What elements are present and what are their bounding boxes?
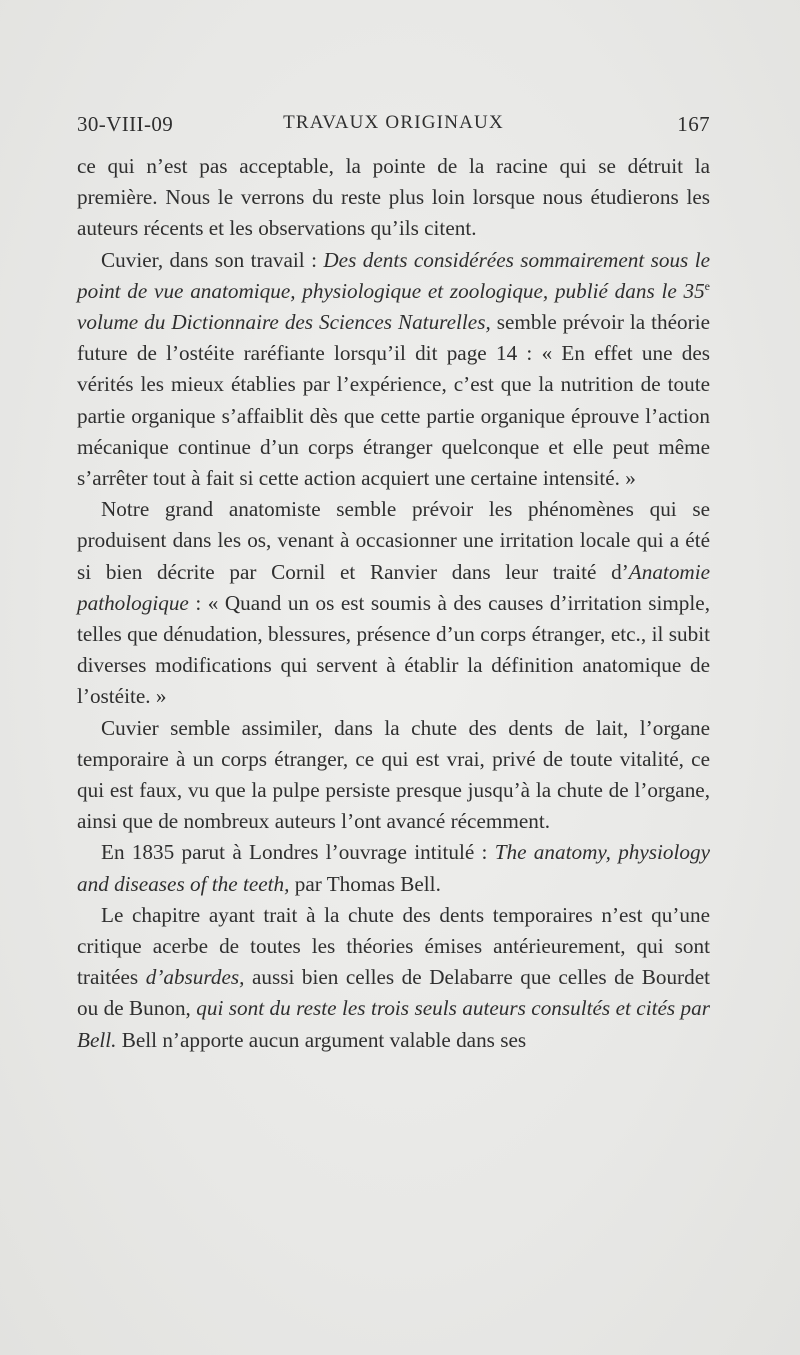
page-number: 167 [677,112,710,136]
bell-work-title: The anatomy, physiology and diseases of the teeth, [77,840,710,896]
paragraph-3-text-a: Notre grand anatomiste semble prévoir les phénomènes qui se produisent dans les os, venant à occasionner une irritation locale qui a été si bien décrite par Cornil et Ranvier dans leur traité d’ [77,497,710,584]
header-date: 30-VIII-09 [77,112,174,136]
paragraph-1 [77,151,710,245]
body-text [77,151,710,1056]
paragraph-4 [77,713,710,838]
anatomie-title: Anatomie pathologique [77,559,710,615]
header-section-title: TRAVAUX ORIGINAUX [283,112,504,133]
paragraph-5 [77,837,710,899]
paragraph-6-text-c: Bell n’apporte aucun argument valable dans ses [116,1027,527,1052]
paragraph-6 [77,900,710,1056]
paragraph-6-text-b: aussi bien celles de Delabarre que celles de Bourdet ou de Bunon, [77,965,710,1021]
cuvier-work-title-cont: volume du Dictionnaire des Sciences Naturelles, [77,310,491,335]
paragraph-1-text: ce qui n’est pas acceptable, la pointe de la racine qui se détruit la première. Nous le verrons du reste plus loin lorsque nous étudierons les auteurs récents et les observations qu’ils citent. [77,154,710,241]
paragraph-4-text: Cuvier semble assimiler, dans la chute des dents de lait, l’organe temporaire à un corps étranger, ce qui est vrai, privé de toute vitalité, ce qui est faux, vu que la pulpe persiste presque jusqu’à la chute de l’organe, ainsi que de nombreux auteurs l’ont avancé récemment. [77,715,710,834]
running-head [77,112,710,142]
paragraph-6-text-a: Le chapitre ayant trait à la chute des dents temporaires n’est qu’une critique acerbe de toutes les théories émises antérieurement, qui sont traitées [77,902,710,990]
paragraph-5-text-a: En 1835 parut à Londres l’ouvrage intitulé : [101,840,495,865]
paragraph-2-text-b: semble prévoir la théorie future de l’ostéite raréfiante lorsqu’il dit page 14 : « En effet une des vérités les mieux établies par l’expérience, c’est que la nutrition de toute partie organique s’affaiblit dès que cette partie organique éprouve l’action mécanique continue d’un corps étranger quelconque et elle peut même s’arrêter tout à fait si cette action acquiert une certaine intensité. » [77,310,710,491]
cuvier-work-title: Des dents considérées sommairement sous le point de vue anatomique, physiologique et zoologique, publié dans le 35 [77,247,710,303]
paragraph-2 [77,245,710,495]
ordinal-superscript: e [704,278,710,293]
paragraph-6-italic-1: d’absurdes, [145,965,245,990]
paragraph-3 [77,494,710,712]
paragraph-5-text-b: par Thomas Bell. [289,871,441,896]
paragraph-3-text-b: : « Quand un os est soumis à des causes d’irritation simple, telles que dénudation, blessures, présence d’un corps étranger, etc., il subit diverses modifications qui servent à établir la définition anatomique de l’ostéite. » [77,590,710,709]
paragraph-6-italic-2: qui sont du reste les trois seuls auteurs consultés et cités par Bell. [77,996,710,1052]
paragraph-2-text-a: Cuvier, dans son travail : [101,247,324,272]
